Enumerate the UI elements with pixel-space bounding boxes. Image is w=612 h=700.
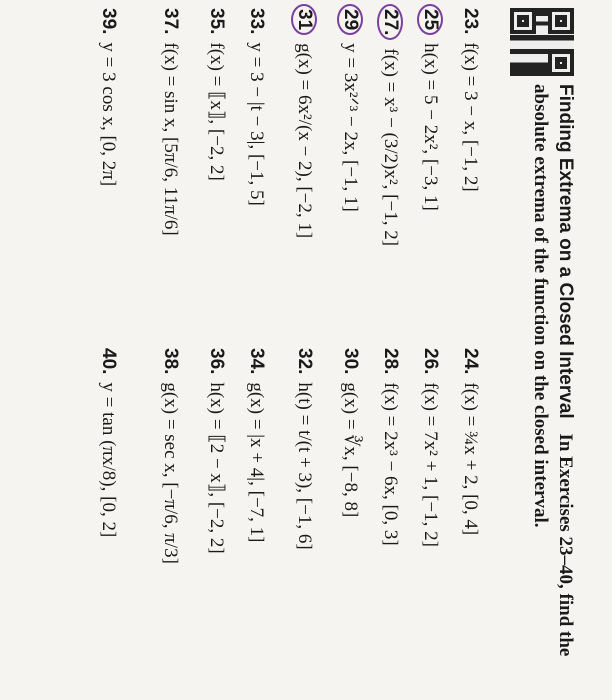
exercise-expression: f(x) = 2x³ − 6x, [0, 3] — [380, 382, 401, 546]
exercise-row — [372, 8, 408, 700]
exercise-item — [152, 348, 188, 564]
exercise-number: 23. — [460, 8, 481, 35]
exercise-item — [90, 348, 126, 537]
exercise-expression: h(x) = 5 − 2x², [−3, 1] — [420, 43, 441, 211]
exercise-item — [238, 348, 274, 542]
exercise-expression: f(x) = ¾x + 2, [0, 4] — [460, 382, 481, 536]
exercise-item — [332, 348, 368, 517]
exercise-item — [412, 8, 448, 211]
exercise-item — [198, 8, 234, 181]
exercise-expression: g(x) = ∛x, [−8, 8] — [340, 382, 361, 518]
exercise-item — [412, 348, 448, 547]
exercise-expression: h(x) = ⟦2 − x⟧, [−2, 2] — [206, 382, 227, 554]
exercise-number: 32. — [294, 348, 315, 375]
exercise-item — [332, 8, 368, 212]
exercise-number: 38. — [160, 348, 181, 375]
exercise-expression: y = 3x²ᐟ³ − 2x, [−1, 1] — [340, 43, 361, 212]
exercise-item — [152, 8, 188, 236]
exercise-number: 28. — [380, 348, 401, 375]
exercise-item — [372, 8, 408, 246]
exercise-item — [372, 348, 408, 546]
exercise-number: 26. — [420, 348, 441, 375]
exercise-item — [452, 8, 488, 192]
exercise-expression: y = tan (πx/8), [0, 2] — [98, 382, 119, 538]
exercise-number-circled: 31 — [291, 4, 317, 35]
qr-corner-marker — [510, 8, 536, 34]
qr-corner-marker — [548, 8, 574, 34]
exercise-row — [332, 8, 368, 700]
exercise-row — [198, 8, 234, 700]
exercise-expression: y = 3 − |t − 3|, [−1, 5] — [246, 42, 267, 206]
exercise-number-circled: 27. — [377, 4, 403, 40]
exercise-item — [198, 348, 234, 554]
qr-code — [510, 8, 574, 76]
exercise-number: 37. — [160, 8, 181, 35]
exercise-number: 39. — [98, 8, 119, 35]
exercise-number: 40. — [98, 348, 119, 375]
exercise-item — [286, 8, 322, 238]
exercise-expression: f(x) = 3 − x, [−1, 2] — [460, 42, 481, 192]
exercise-expression: f(x) = sin x, [5π/6, 11π/6] — [160, 42, 181, 236]
qr-corner-marker — [548, 50, 574, 76]
exercise-expression: f(x) = ⟦x⟧, [−2, 2] — [206, 42, 227, 181]
exercise-expression: h(t) = t/(t + 3), [−1, 6] — [294, 382, 315, 550]
exercise-number: 36. — [206, 348, 227, 375]
exercise-expression: y = 3 cos x, [0, 2π] — [98, 42, 119, 187]
exercise-expression: g(x) = |x + 4|, [−7, 1] — [246, 382, 267, 543]
exercise-number: 34. — [246, 348, 267, 375]
exercise-row — [412, 8, 448, 700]
exercise-number: 33. — [246, 8, 267, 35]
exercise-row — [452, 8, 488, 700]
exercise-number: 35. — [206, 8, 227, 35]
exercise-item — [90, 8, 126, 186]
exercise-item — [238, 8, 274, 206]
exercise-expression: g(x) = 6x²/(x − 2), [−2, 1] — [294, 43, 315, 239]
exercise-number: 30. — [340, 348, 361, 375]
section-directions: In Exercises 23–40, find the absolute extrema of the function on the closed interval. — [530, 84, 576, 657]
exercise-expression: f(x) = 7x² + 1, [−1, 2] — [420, 382, 441, 547]
exercise-number-circled: 29 — [337, 4, 363, 35]
exercise-item — [452, 348, 488, 535]
exercise-row — [286, 8, 322, 700]
exercise-row — [152, 8, 188, 700]
exercise-number: 24. — [460, 348, 481, 375]
exercise-expression: g(x) = sec x, [−π/6, π/3] — [160, 382, 181, 564]
exercise-number-circled: 25 — [417, 4, 443, 35]
exercise-item — [286, 348, 322, 550]
exercise-expression: f(x) = x³ − (3/2)x², [−1, 2] — [380, 48, 401, 247]
exercise-row — [90, 8, 126, 700]
section-heading — [528, 84, 578, 684]
section-title: Finding Extrema on a Closed Interval — [555, 84, 576, 419]
exercise-row — [238, 8, 274, 700]
